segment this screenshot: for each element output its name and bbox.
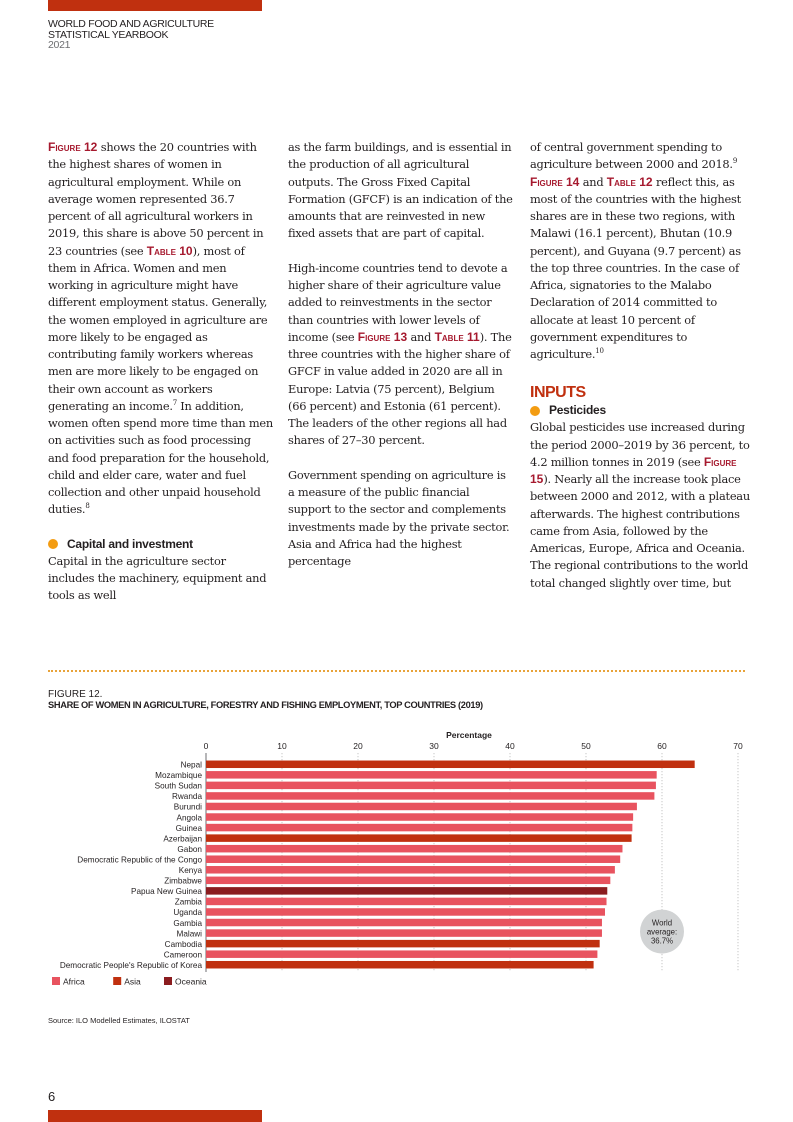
x-tick-label: 70 — [733, 741, 743, 751]
category-label: Mozambique — [155, 771, 202, 781]
legend-swatch — [52, 977, 60, 985]
bar-chart — [0, 725, 793, 1000]
category-label: Gambia — [173, 918, 202, 928]
annotation-text: 36.7% — [650, 936, 674, 946]
category-label: Papua New Guinea — [130, 887, 202, 897]
subheading-capital — [48, 536, 273, 553]
category-label: Nepal — [180, 760, 202, 770]
header-year: 2021 — [48, 39, 71, 51]
bar — [206, 919, 602, 927]
category-label: Cameroon — [163, 950, 202, 960]
cross-reference-link[interactable]: Table 10 — [146, 243, 193, 258]
section-heading-inputs: INPUTS — [530, 384, 586, 402]
category-label: Malawi — [176, 929, 202, 939]
bar — [206, 761, 695, 769]
x-tick-label: 10 — [277, 741, 287, 751]
paragraph: Global pesticides use increased during the period 2000–2019 by 36 percent, to 4.2 million tonnes in 2019 (see Figure 15). Nearly all the increase took place between 2000 and 2012, with a plateau afterwards. The highest contributions came from Asia, followed by the Americas, Europe, Africa and Oceania. The regional contributions to the world total changed slightly over time, but — [530, 420, 750, 590]
legend-label: Asia — [124, 976, 141, 987]
bar — [206, 940, 600, 948]
cross-reference-link[interactable]: Table 12 — [606, 174, 653, 189]
category-label: Uganda — [173, 908, 202, 918]
paragraph: Figure 12 shows the 20 countries with the highest shares of women in agricultural employment. While on average women represented 36.7 percent of all agricultural workers in 2019, this share is above 50 percent in 23 countries (see Table 10), most of them in Africa. Women and men working in agriculture might have different employment status. Generally, the women employed in agriculture are more likely to be engaged as contributing family workers whereas men are more likely to be engaged on their own account as workers generating an income.$^7$ In addition, women often spend more time than men on activities such as food processing and food preparation for the household, child and elder care, water and fuel collection and other unpaid household duties.$^8$ — [48, 140, 273, 517]
category-label: Gabon — [177, 844, 202, 854]
header-title-line2: STATISTICAL YEARBOOK — [48, 28, 169, 41]
cross-reference-link[interactable]: Figure 12 — [48, 140, 98, 154]
category-label: Zambia — [174, 897, 202, 907]
bar — [206, 877, 610, 885]
bar — [206, 792, 654, 800]
bar — [206, 961, 594, 969]
cross-reference-link[interactable]: Table 11 — [434, 329, 480, 344]
x-tick-label: 60 — [657, 741, 667, 751]
bar — [206, 771, 657, 779]
category-label: Burundi — [173, 802, 202, 812]
bar — [206, 898, 607, 906]
bar — [206, 845, 622, 853]
paragraph: High-income countries tend to devote a higher share of their agriculture value added to reinvestments in the sector than countries with lower levels of income (see Figure 13 and Table 11). The three countries with the higher share of GFCF in value added in 2020 are all in Europe: Latvia (75 percent), Belgium (66 percent) and Estonia (61 percent). The leaders of the other regions all had shares of 27–30 percent. — [288, 260, 512, 448]
x-tick-label: 20 — [353, 741, 363, 751]
subheading-pesticides — [530, 402, 755, 419]
category-label: Angola — [176, 813, 202, 823]
x-tick-label: 50 — [581, 741, 591, 751]
bullet-icon — [48, 539, 58, 549]
legend-label: Africa — [63, 976, 85, 987]
x-tick-label: 40 — [505, 741, 515, 751]
category-label: South Sudan — [154, 781, 202, 791]
page-number: 6 — [48, 1089, 56, 1104]
paragraph: as the farm buildings, and is essential in the production of all agricultural outputs. The Gross Fixed Capital Formation (GFCF) is an indication of the amounts that are reinvested in new fixed assets that are part of capital. — [288, 140, 513, 241]
top-brand-bar — [48, 0, 262, 11]
subheading-text: Capital and investment — [67, 536, 193, 551]
category-label: Azerbaijan — [163, 834, 202, 844]
bar — [206, 908, 605, 916]
world-average-annotation — [640, 910, 684, 954]
bar — [206, 866, 615, 874]
footnote-marker[interactable]: 9 — [732, 157, 738, 166]
bottom-brand-bar — [48, 1110, 262, 1122]
bar — [206, 887, 607, 895]
footnote-marker[interactable]: 7 — [172, 398, 177, 407]
paragraph: Government spending on agriculture is a measure of the public financial support to the sector and complements investments made by the private sector. Asia and Africa had the highest percentage — [288, 467, 510, 568]
x-axis-label: Percentage — [446, 730, 492, 740]
paragraph: of central government spending to agriculture between 2000 and 2018.$^9$ Figure 14 and Table 12 reflect this, as most of the countries with the highest shares are in these two regions, with Malawi (16.1 percent), Bhutan (10.9 percent), and Guyana (9.7 percent) as the top three countries. In the case of Africa, signatories to the Malabo Declaration of 2014 committed to allocate at least 10 percent of government expenditures to agriculture.$^{10}$ — [530, 140, 741, 361]
figure-title: SHARE OF WOMEN IN AGRICULTURE, FORESTRY AND FISHING EMPLOYMENT, TOP COUNTRIES (2019) — [48, 700, 483, 710]
figure-source: Source: ILO Modelled Estimates, ILOSTAT — [48, 1016, 190, 1025]
legend-swatch — [113, 977, 121, 985]
running-header — [48, 19, 214, 51]
legend-label: Oceania — [175, 976, 207, 987]
bar — [206, 834, 632, 842]
category-label: Rwanda — [171, 792, 202, 802]
x-tick-label: 30 — [429, 741, 439, 751]
cross-reference-link[interactable]: Figure 13 — [357, 329, 408, 344]
subheading-text: Pesticides — [549, 403, 606, 418]
footnote-marker[interactable]: 8 — [85, 502, 90, 511]
cross-reference-link[interactable]: Figure 14 — [530, 174, 580, 189]
bar — [206, 803, 637, 811]
dotted-separator — [48, 670, 745, 672]
bar — [206, 824, 632, 832]
category-label: Zimbabwe — [164, 876, 202, 886]
category-label: Cambodia — [164, 939, 202, 949]
bar — [206, 813, 633, 821]
bar — [206, 855, 620, 863]
text-column-2 — [288, 139, 513, 570]
bar — [206, 929, 602, 937]
category-label: Guinea — [175, 823, 202, 833]
annotation-text: World — [651, 918, 673, 928]
legend-swatch — [164, 977, 172, 985]
annotation-text: average: — [646, 927, 678, 937]
figure-label: FIGURE 12. — [48, 689, 103, 700]
text-column-3 — [530, 139, 755, 592]
bar — [206, 950, 597, 958]
category-label: Democratic Republic of the Congo — [77, 855, 202, 865]
category-label: Democratic People's Republic of Korea — [59, 960, 202, 970]
cross-reference-link[interactable]: Figure 15 — [530, 454, 737, 486]
x-tick-label: 0 — [203, 741, 209, 751]
text-column-1 — [48, 139, 273, 604]
paragraph: Capital in the agriculture sector includes the machinery, equipment and tools as well — [48, 553, 267, 602]
bar — [206, 782, 656, 790]
category-label: Kenya — [178, 866, 202, 876]
header-title-line1: WORLD FOOD AND AGRICULTURE — [48, 18, 214, 30]
bullet-icon — [530, 406, 540, 416]
footnote-marker[interactable]: 10 — [595, 347, 604, 356]
